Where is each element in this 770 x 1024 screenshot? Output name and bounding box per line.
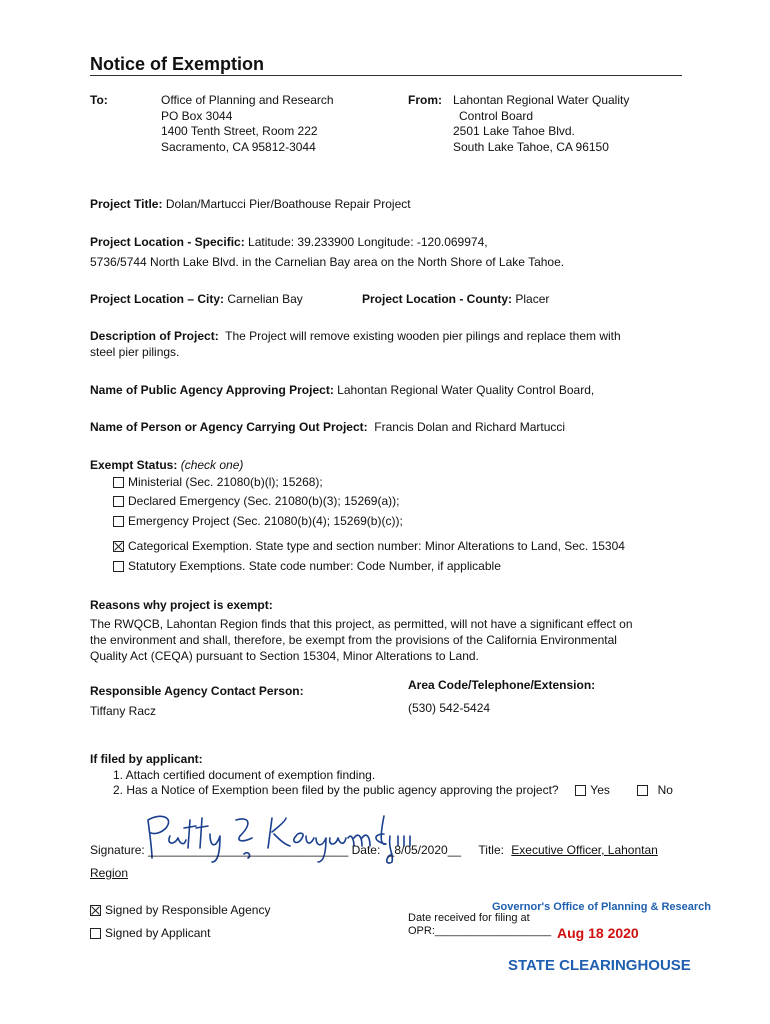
- location-county-value: Placer: [515, 292, 550, 306]
- checkbox-icon[interactable]: [637, 785, 648, 796]
- agency-carrying-value: Francis Dolan and Richard Martucci: [374, 420, 566, 434]
- exempt-status-hint: (check one): [180, 458, 244, 472]
- signed-by-agency[interactable]: [90, 903, 270, 917]
- to-address: [161, 93, 334, 155]
- page-title: Notice of Exemption: [90, 54, 265, 74]
- phone-value: (530) 542-5424: [408, 701, 491, 715]
- signature-row: [90, 843, 658, 857]
- checkbox-icon[interactable]: [113, 496, 124, 507]
- location-specific-value-2: 5736/5744 North Lake Blvd. in the Carnelian Bay area on the North Shore of Lake Tahoe.: [90, 255, 565, 269]
- agency-approving-label: Name of Public Agency Approving Project:: [90, 383, 334, 397]
- description-label: Description of Project:: [90, 329, 219, 343]
- checkbox-icon[interactable]: [113, 561, 124, 572]
- exempt-option-statutory[interactable]: [113, 559, 501, 573]
- exempt-option-label: Emergency Project (Sec. 21080(b)(4); 15269(b)(c));: [128, 514, 403, 528]
- exempt-option-label: Statutory Exemptions. State code number: Code Number, if applicable: [128, 559, 501, 573]
- title-value: Executive Officer, Lahontan: [511, 843, 658, 857]
- signed-by-agency-label: Signed by Responsible Agency: [105, 903, 271, 917]
- title-rule: [90, 75, 682, 76]
- from-label: From:: [408, 93, 442, 107]
- title-label: Title:: [478, 843, 504, 857]
- to-label: To:: [90, 93, 108, 107]
- contact-value: Tiffany Racz: [90, 704, 157, 718]
- location-specific-label: Project Location - Specific:: [90, 235, 245, 249]
- location-city-label: Project Location – City:: [90, 292, 225, 306]
- date-label: Date:: [351, 843, 381, 857]
- to-line: PO Box 3044: [161, 108, 233, 123]
- reasons-label: Reasons why project is exempt:: [90, 598, 273, 612]
- agency-approving-row: [90, 383, 594, 397]
- filed-question: 2. Has a Notice of Exemption been filed by the public agency approving the project?: [113, 783, 559, 797]
- reasons-text: [90, 616, 633, 664]
- from-address: [453, 93, 629, 155]
- contact-label: Responsible Agency Contact Person:: [90, 684, 304, 698]
- reasons-line: The RWQCB, Lahontan Region finds that this project, as permitted, will not have a significant effect on: [90, 617, 633, 631]
- checked-checkbox-icon[interactable]: [113, 541, 124, 552]
- project-title-value: Dolan/Martucci Pier/Boathouse Repair Project: [165, 197, 411, 211]
- exempt-option-emergency-project[interactable]: [113, 514, 403, 528]
- handwritten-signature: [140, 806, 420, 866]
- title-value-2: Region: [90, 866, 129, 880]
- filed-item-1: 1. Attach certified document of exemption finding.: [113, 768, 376, 782]
- no-label: No: [657, 783, 673, 797]
- description-value: The Project will remove existing wooden pier pilings and replace them with: [225, 329, 621, 343]
- filed-label: If filed by applicant:: [90, 752, 203, 766]
- reasons-line: the environment and shall, therefore, be exempt from the provisions of the California Environmental: [90, 633, 617, 647]
- yes-label: Yes: [590, 783, 610, 797]
- stamp-date: Aug 18 2020: [557, 925, 639, 941]
- stamp-footer: STATE CLEARINGHOUSE: [508, 957, 691, 974]
- from-line: 2501 Lake Tahoe Blvd.: [453, 124, 575, 138]
- project-title-label: Project Title:: [90, 197, 163, 211]
- to-line: Office of Planning and Research: [161, 93, 334, 107]
- checkbox-icon[interactable]: [90, 928, 101, 939]
- location-city-row: [90, 292, 303, 306]
- agency-carrying-label: Name of Person or Agency Carrying Out Project:: [90, 420, 368, 434]
- exempt-option-label: Ministerial (Sec. 21080(b)(l); 15268);: [128, 475, 323, 489]
- project-title-row: [90, 197, 411, 211]
- agency-approving-value: Lahontan Regional Water Quality Control Board,: [337, 383, 595, 397]
- received-line-2: OPR:___________________: [408, 925, 552, 937]
- from-line: Lahontan Regional Water Quality: [453, 93, 630, 107]
- to-line: 1400 Tenth Street, Room 222: [161, 124, 318, 138]
- exempt-status-label: Exempt Status:: [90, 458, 178, 472]
- stamp-header: Governor's Office of Planning & Research: [492, 901, 712, 913]
- received-line-1: Date received for filing at: [408, 912, 530, 924]
- location-county-label: Project Location - County:: [362, 292, 512, 306]
- description-value-2: steel pier pilings.: [90, 345, 180, 359]
- location-specific-row: [90, 235, 488, 249]
- phone-label: Area Code/Telephone/Extension:: [408, 678, 596, 692]
- location-county-row: [362, 292, 549, 306]
- exempt-option-ministerial[interactable]: [113, 475, 323, 489]
- checkbox-icon[interactable]: [575, 785, 586, 796]
- checkbox-icon[interactable]: [113, 477, 124, 488]
- exempt-option-label: Declared Emergency (Sec. 21080(b)(3); 15269(a));: [128, 494, 400, 508]
- agency-carrying-row: [90, 420, 565, 434]
- signature-line[interactable]: ______________________________: [148, 843, 349, 857]
- signature-label: Signature:: [90, 843, 145, 857]
- signed-by-applicant[interactable]: [90, 926, 210, 940]
- to-line: Sacramento, CA 95812-3044: [161, 139, 316, 154]
- date-value: _8/05/2020__: [387, 843, 462, 857]
- reasons-line: Quality Act (CEQA) pursuant to Section 15304, Minor Alterations to Land.: [90, 649, 479, 663]
- exempt-option-categorical[interactable]: [113, 539, 625, 553]
- description-row: [90, 329, 621, 343]
- location-specific-value: Latitude: 39.233900 Longitude: -120.069974,: [248, 235, 488, 249]
- exempt-option-label: Categorical Exemption. State type and section number: Minor Alterations to Land, Sec. 15304: [128, 539, 625, 553]
- from-line: Control Board: [459, 108, 534, 123]
- checkbox-icon[interactable]: [113, 516, 124, 527]
- exempt-option-declared-emergency[interactable]: [113, 494, 399, 508]
- exempt-status-heading: [90, 458, 243, 472]
- from-line: South Lake Tahoe, CA 96150: [453, 139, 609, 154]
- filed-item-2: [113, 783, 673, 797]
- signed-by-applicant-label: Signed by Applicant: [105, 926, 211, 940]
- checked-checkbox-icon[interactable]: [90, 905, 101, 916]
- location-city-value: Carnelian Bay: [227, 292, 303, 306]
